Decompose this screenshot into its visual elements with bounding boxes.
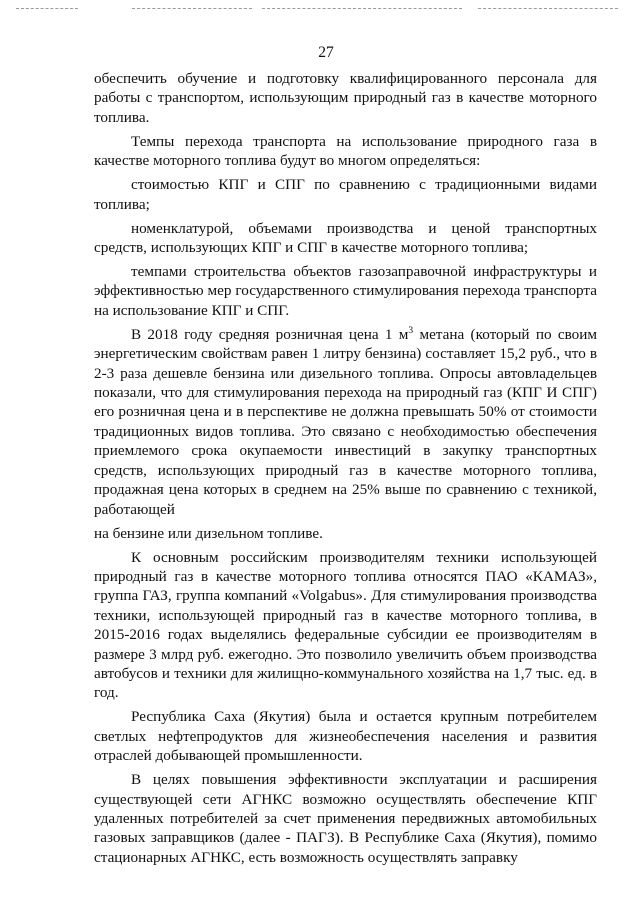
page-number: 27 — [318, 44, 334, 61]
paragraph-vehicle-range: номенклатурой, объемами производства и ценой транспортных средств, использующих КПГ и СПГ в качестве моторного топлива; — [94, 219, 597, 257]
paragraph-manufacturers: К основным российским производителям техники использующей природный газ в качестве моторного топлива относятся ПАО «КАМАЗ», группа ГАЗ, группа компаний «Volgabus». Для стимулирования производства техники, использующей природный газ в качестве моторного топлива, в 2015-2016 годах выделялись федеральные субсидии ее производителям в размере 3 млрд руб. ежегодно. Это позволило увеличить объем производства автобусов и техники для жилищно-коммунального хозяйства на 1,7 тыс. ед. в год. — [94, 548, 597, 702]
methane-price-text-rest: метана (который по своим энергетическим свойствам равен 1 литру бензина) составляет 15,2 руб., что в 2-3 раза дешевле бензина или дизельного топлива. Опросы автовладельцев показали, что для стимулирования перехода на природный газ (КПГ И СПГ) его розничная цена и в перспективе не должна превышать 50% от стоимости традиционных видов топлива. Это связано с необходимостью обеспечения приемлемого срока окупаемости инвестиций в закупку транспортных средств, использующих природный газ в качестве моторного топлива, продажная цена которых в среднем на 25% выше по сравнению с техникой, работающей — [94, 325, 597, 518]
scan-edge-mark — [262, 8, 462, 9]
scan-edge-mark — [478, 8, 618, 9]
paragraph-methane-price-tail: на бензине или дизельном топливе. — [94, 524, 323, 542]
body-text — [94, 69, 597, 872]
scan-edge-mark — [16, 8, 78, 9]
paragraph-methane-price — [94, 325, 597, 519]
paragraph-transition-pace: Темпы перехода транспорта на использование природного газа в качестве моторного топлива будут во многом определяться: — [94, 132, 597, 170]
cubic-superscript: 3 — [408, 325, 414, 336]
paragraph-pagz: В целях повышения эффективности эксплуатации и расширения существующей сети АГНКС возможно осуществлять обеспечение КПГ удаленных потребителей за счет применения передвижных автомобильных газовых заправщиков (далее - ПАГЗ). В Республике Саха (Якутия), помимо стационарных АГНКС, есть возможность осуществлять заправку — [94, 771, 597, 866]
scan-edge-mark — [132, 8, 252, 9]
paragraph-infrastructure: темпами строительства объектов газозаправочной инфраструктуры и эффективностью мер государственного стимулирования перехода транспорта на использование КПГ и СПГ. — [94, 263, 597, 319]
paragraph-fuel-cost: стоимостью КПГ и СПГ по сравнению с традиционными видами топлива; — [94, 176, 597, 213]
paragraph-training: обеспечить обучение и подготовку квалифицированного персонала для работы с транспортом, использующим природный газ в качестве моторного топлива. — [94, 70, 597, 126]
methane-price-text-start: В 2018 году средняя розничная цена 1 м — [131, 325, 409, 343]
paragraph-sakha-consumer: Республика Саха (Якутия) была и остается крупным потребителем светлых нефтепродуктов для жизнеобеспечения населения и развития отраслей добывающей промышленности. — [94, 708, 597, 765]
